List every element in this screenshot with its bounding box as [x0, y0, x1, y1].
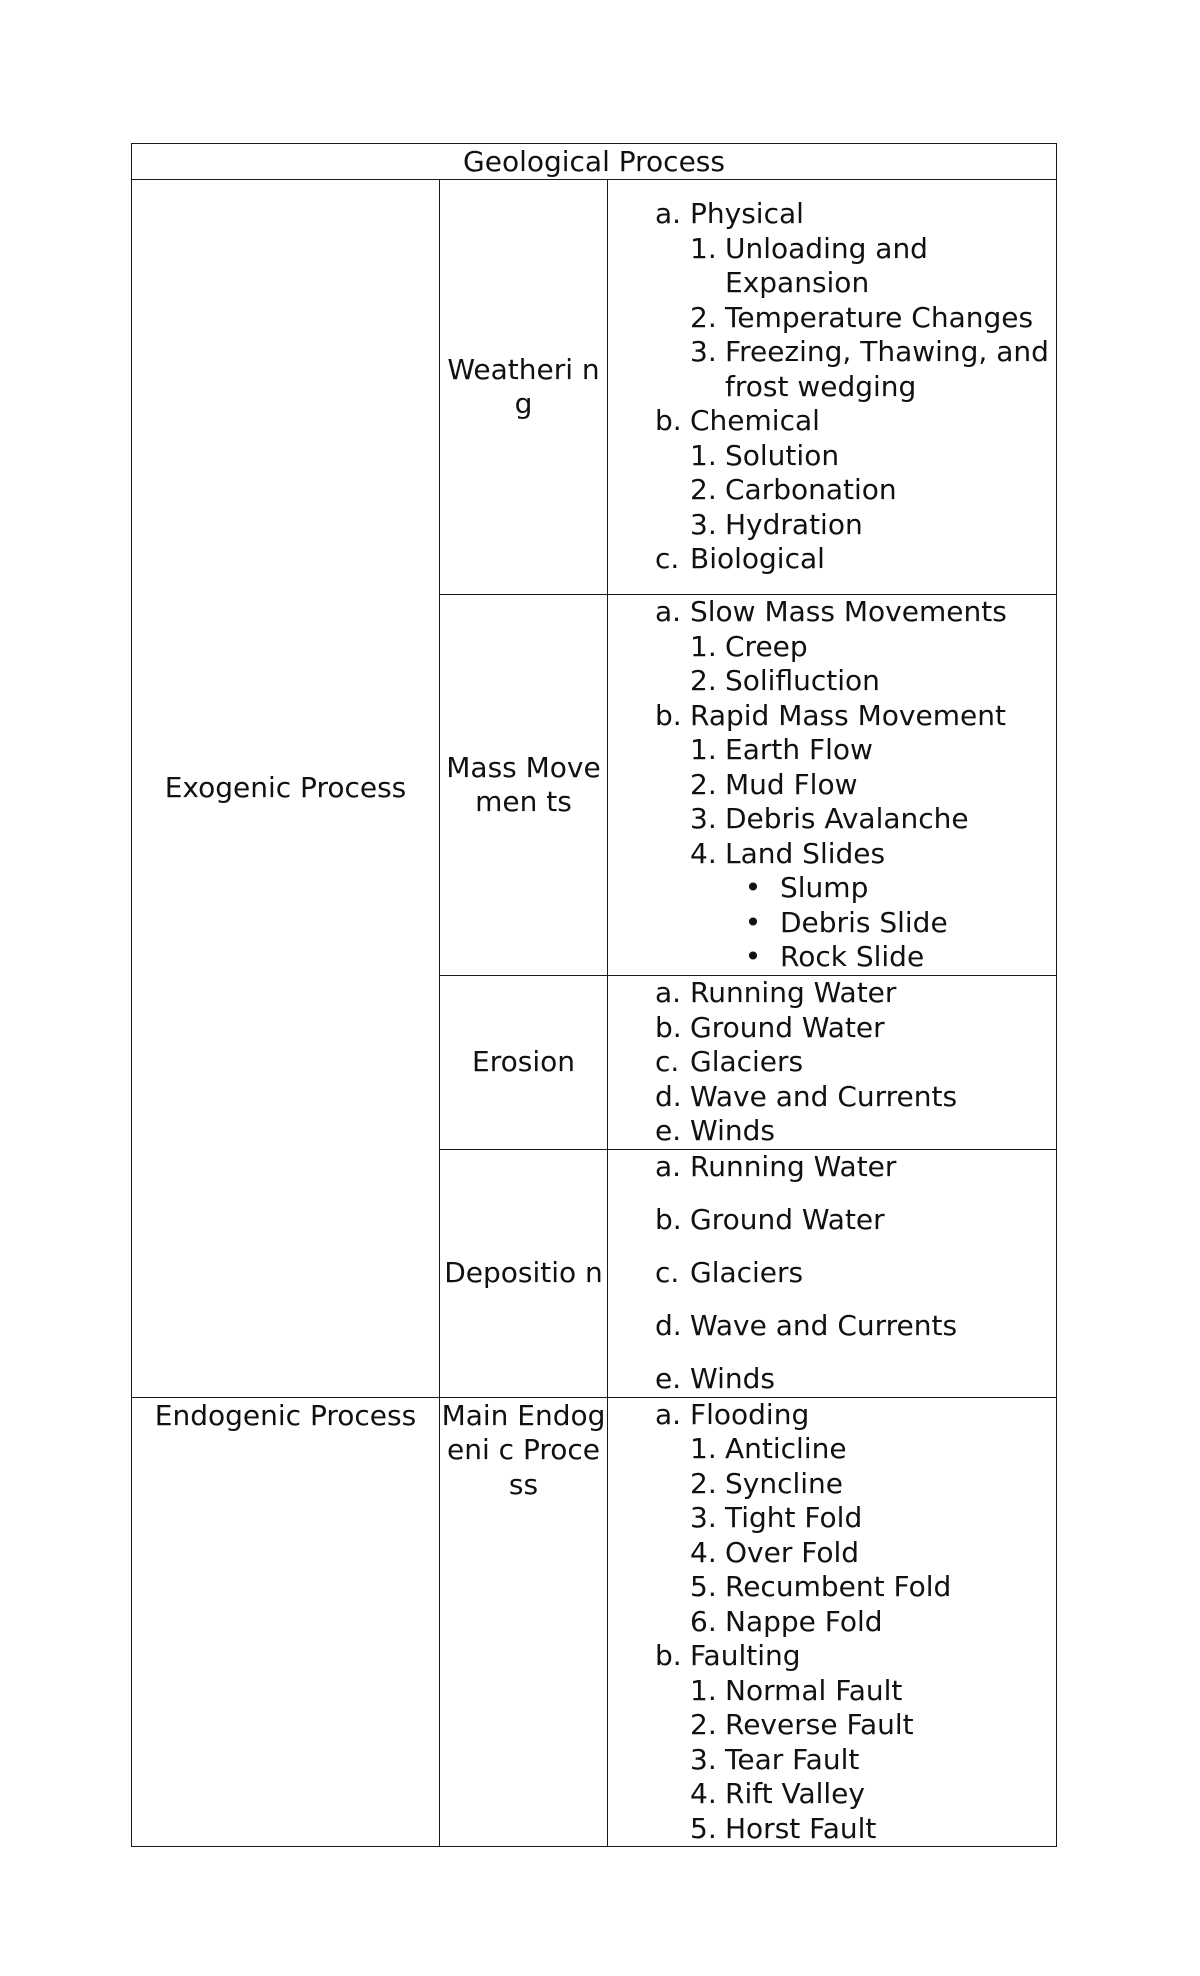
list-item: • Rock Slide	[726, 940, 1056, 975]
list-item: a. Flooding	[655, 1397, 810, 1431]
weathering-list	[608, 180, 1057, 595]
list-item: 2. Reverse Fault	[690, 1708, 914, 1741]
list-item: c. Glaciers	[655, 1045, 804, 1078]
list-item: 2. Carbonation	[690, 473, 897, 507]
list-item: b. Ground Water	[655, 1202, 885, 1236]
list-item: 1. Solution	[690, 438, 840, 472]
table-row	[132, 180, 1057, 595]
list-item: 1. Unloading and Expansion	[690, 231, 928, 300]
list-item: 2. Solifluction	[690, 664, 880, 698]
bullet-icon: •	[744, 905, 762, 939]
list-item: b. Ground Water	[655, 1010, 885, 1044]
list-item: 5. Recumbent Fold	[690, 1570, 952, 1603]
list-item: 6. Nappe Fold	[690, 1604, 883, 1638]
list-item: 3. Hydration	[690, 507, 863, 541]
list-item: • Debris Slide	[726, 906, 1056, 941]
list-item: 1. Earth Flow	[690, 733, 873, 767]
list-item: 5. Horst Fault	[690, 1811, 877, 1845]
list-item: 2. Syncline	[690, 1466, 844, 1500]
list-item: 2. Temperature Changes	[690, 300, 1034, 334]
list-item: 1. Normal Fault	[690, 1673, 903, 1707]
list-item: e. Winds	[655, 1361, 775, 1395]
geological-process-table	[131, 143, 1057, 1847]
list-item: a. Running Water	[655, 1149, 897, 1183]
mass-movements-list	[608, 595, 1057, 976]
main-endogenic-process-cell: Main Endogeni c Process	[440, 1397, 608, 1847]
main-endogenic-list	[608, 1397, 1057, 1847]
list-item: 3. Tear Fault	[690, 1742, 860, 1776]
bullet-icon: •	[744, 871, 762, 905]
deposition-list	[608, 1149, 1057, 1397]
list-item: b. Rapid Mass Movement	[655, 698, 1006, 732]
list-item: a. Physical	[655, 197, 804, 231]
mass-movements-cell: Mass Movemen ts	[440, 595, 608, 976]
exogenic-process-cell: Exogenic Process	[132, 180, 440, 1398]
endogenic-process-cell: Endogenic Process	[132, 1397, 440, 1847]
list-item: a. Slow Mass Movements	[655, 595, 1007, 629]
list-item: 3. Tight Fold	[690, 1501, 863, 1534]
list-item: 2. Mud Flow	[690, 767, 858, 801]
list-item: 4. Over Fold	[690, 1535, 860, 1569]
list-item: e. Winds	[655, 1114, 775, 1147]
list-item: 3. Debris Avalanche	[690, 802, 969, 836]
list-item: c. Glaciers	[655, 1255, 804, 1289]
list-item: 4. Land Slides	[690, 836, 886, 870]
list-item: 1. Creep	[690, 629, 808, 663]
list-item: 4. Rift Valley	[690, 1777, 865, 1810]
erosion-cell: Erosion	[440, 976, 608, 1150]
list-item: 3. Freezing, Thawing, and frost wedging	[690, 335, 1049, 403]
list-item: c. Biological	[655, 542, 825, 576]
bullet-icon: •	[744, 940, 762, 974]
list-item: 1. Anticline	[690, 1432, 847, 1465]
table-title: Geological Process	[132, 144, 1057, 180]
table-row	[132, 1397, 1057, 1847]
list-item: d. Wave and Currents	[655, 1308, 958, 1342]
weathering-cell: Weatheri ng	[440, 180, 608, 595]
list-item: • Slump	[726, 871, 1056, 906]
erosion-list	[608, 976, 1057, 1150]
list-item: b. Chemical	[655, 404, 820, 438]
list-item: b. Faulting	[655, 1639, 801, 1672]
list-item: d. Wave and Currents	[655, 1079, 958, 1113]
list-item: a. Running Water	[655, 976, 897, 1009]
deposition-cell: Depositio n	[440, 1149, 608, 1397]
